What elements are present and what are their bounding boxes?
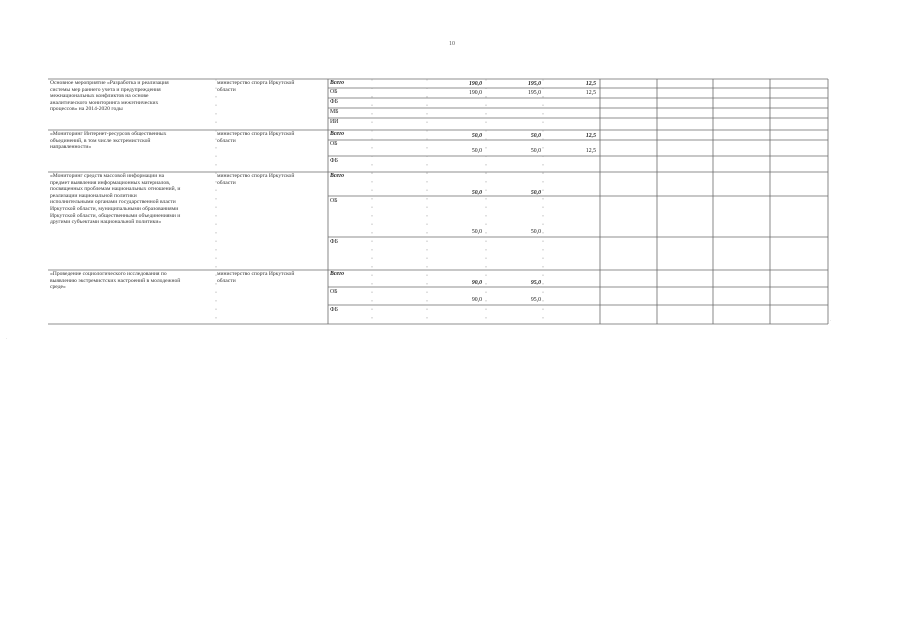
executor-label: министерство спорта Иркутской области	[217, 131, 295, 144]
value-cell: 195,0	[527, 90, 541, 96]
scan-mark: ·	[830, 318, 832, 323]
source-label: ФБ	[330, 99, 338, 105]
value-cell: 12,5	[585, 81, 596, 87]
value-cell: 12,5	[585, 148, 596, 154]
source-label: МБ	[330, 109, 339, 115]
activity-label: «Проведение социологического исследования по выявлению экстремистских настроений в молодежной среде»	[50, 271, 181, 291]
source-label: ИИ	[330, 119, 339, 125]
value-cell: 90,0	[471, 297, 482, 303]
source-label: ОБ	[330, 198, 338, 204]
source-label: ОБ	[330, 289, 338, 295]
value-cell: 95,0	[530, 297, 541, 303]
activity-label: «Мониторинг Интернет-ресурсов общественных объединений, в том числе экстремистской направленности»	[50, 131, 167, 151]
source-label: ОБ	[330, 89, 338, 95]
activity-label: «Мониторинг средств массовой информации на предмет выявления информационных материалов, посвященных проблемам национальных отношений, и реализации национальной политики исполнительными органами государственной власти Иркутской области, муниципальными образованиями Иркутской области, общественными объединениями и другими субъектами национальной политики»	[50, 173, 181, 226]
source-label: ФБ	[330, 239, 338, 245]
page-number: 10	[449, 41, 455, 47]
scan-mark: ·	[6, 336, 8, 341]
value-cell: 50,0	[471, 229, 482, 235]
value-cell: 50,0	[530, 148, 541, 154]
value-cell: 190,0	[468, 90, 482, 96]
source-label: Всего	[330, 80, 344, 86]
value-cell: 90,0	[471, 280, 482, 286]
value-cell: 50,0	[530, 133, 541, 139]
activity-label: Основное мероприятие «Разработка и реализация системы мер раннего учета и предупреждения межнациональных конфликтов на основе аналитического мониторинга межэтнических процессов» на 2014-2020 годы	[50, 80, 169, 113]
value-cell: 50,0	[530, 229, 541, 235]
source-label: Всего	[330, 131, 344, 137]
source-label: ФБ	[330, 307, 338, 313]
value-cell: 50,0	[530, 190, 541, 196]
source-label: ФБ	[330, 158, 338, 164]
value-cell: 50,0	[471, 190, 482, 196]
source-label: Всего	[330, 271, 344, 277]
value-cell: 95,0	[530, 280, 541, 286]
source-label: Всего	[330, 173, 344, 179]
executor-label: министерство спорта Иркутской области	[217, 80, 295, 93]
value-cell: 190,0	[468, 81, 482, 87]
value-cell: 50,0	[471, 148, 482, 154]
source-label: ОБ	[330, 141, 338, 147]
value-cell: 195,0	[527, 81, 541, 87]
value-cell: 12,5	[585, 90, 596, 96]
executor-label: министерство спорта Иркутской области	[217, 271, 295, 284]
value-cell: 12,5	[585, 133, 596, 139]
value-cell: 50,0	[471, 133, 482, 139]
executor-label: министерство спорта Иркутской области	[217, 173, 295, 186]
